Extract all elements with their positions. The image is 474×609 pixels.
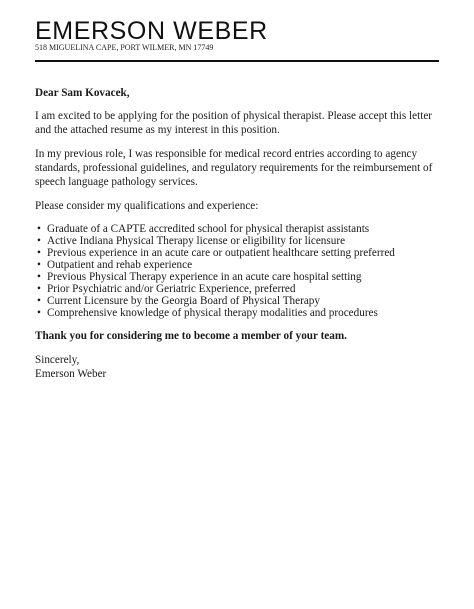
qualification-text: Previous experience in an acute care or outpatient healthcare setting preferred xyxy=(47,247,395,259)
qualification-text: Current Licensure by the Georgia Board of Physical Therapy xyxy=(47,295,320,307)
list-item xyxy=(35,283,439,295)
bullet-icon: • xyxy=(37,235,41,247)
qualifications-intro: Please consider my qualifications and experience: xyxy=(35,200,259,212)
list-item xyxy=(35,259,439,271)
signoff: Sincerely, xyxy=(35,354,80,366)
list-item xyxy=(35,295,439,307)
letter-body xyxy=(35,86,439,381)
qualification-text: Previous Physical Therapy experience in an acute care hospital setting xyxy=(47,271,362,283)
applicant-address: 518 MIGUELINA CAPE, PORT WILMER, MN 17749 xyxy=(35,43,214,52)
qualification-text: Graduate of a CAPTE accredited school for physical therapist assistants xyxy=(47,223,370,235)
header-divider xyxy=(35,60,439,62)
bullet-icon: • xyxy=(37,307,41,319)
list-item xyxy=(35,307,439,319)
qualifications-list xyxy=(35,223,439,319)
bullet-icon: • xyxy=(37,295,41,307)
bullet-icon: • xyxy=(37,247,41,259)
signature-name: Emerson Weber xyxy=(35,368,107,380)
bullet-icon: • xyxy=(37,223,41,235)
qualification-text: Active Indiana Physical Therapy license or eligibility for licensure xyxy=(47,235,346,247)
salutation: Dear Sam Kovacek, xyxy=(35,87,130,99)
closing-statement: Thank you for considering me to become a member of your team. xyxy=(35,330,347,342)
bullet-icon: • xyxy=(37,283,41,295)
qualification-text: Comprehensive knowledge of physical therapy modalities and procedures xyxy=(47,307,378,319)
qualification-text: Prior Psychiatric and/or Geriatric Experience, preferred xyxy=(47,283,296,295)
list-item xyxy=(35,247,439,259)
list-item xyxy=(35,271,439,283)
qualification-text: Outpatient and rehab experience xyxy=(47,259,193,271)
intro-paragraph: I am excited to be applying for the position of physical therapist. Please accept this letter and the attached resume as my interest in this position. xyxy=(35,110,433,136)
bullet-icon: • xyxy=(37,259,41,271)
applicant-name: EMERSON WEBER xyxy=(35,17,268,45)
bullet-icon: • xyxy=(37,271,41,283)
experience-paragraph: In my previous role, I was responsible for medical record entries according to agency standards, professional guidelines, and regulatory requirements for the reimbursement of speech language pathology services. xyxy=(35,148,433,188)
list-item xyxy=(35,235,439,247)
list-item xyxy=(35,223,439,235)
